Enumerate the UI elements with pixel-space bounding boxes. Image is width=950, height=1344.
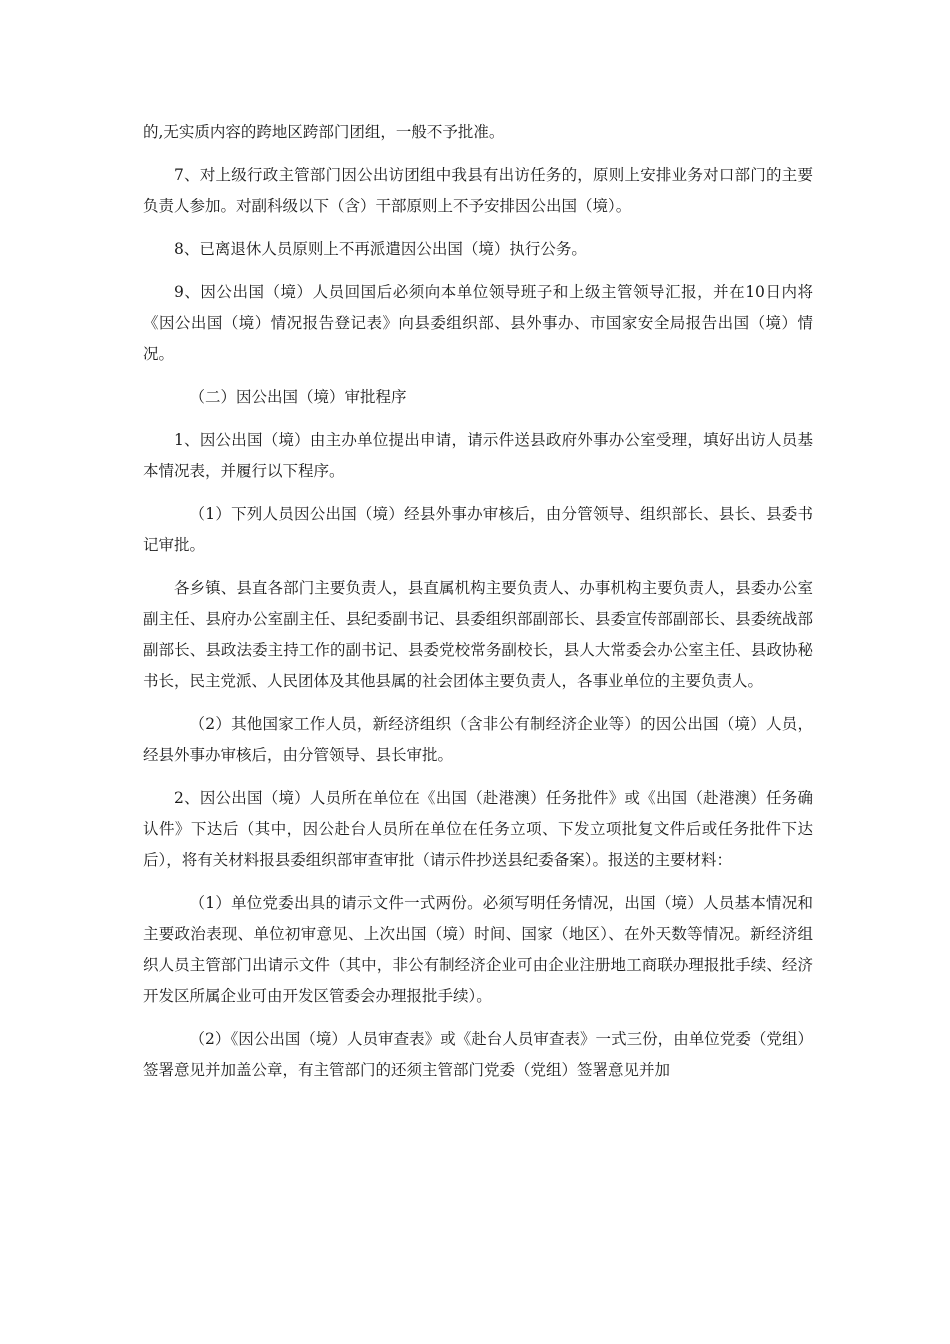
paragraph-continuation: 的,无实质内容的跨地区跨部门团组，一般不予批准。 xyxy=(143,123,505,141)
paragraph-procedure-2-sub-2: （2）《因公出国（境）人员审查表》或《赴台人员审查表》一式三份，由单位党委（党组）签署意见并加盖公章，有主管部门的还须主管部门党委（党组）签署意见并加 xyxy=(143,1030,813,1079)
section-heading-approval-procedure: （二）因公出国（境）审批程序 xyxy=(189,388,407,406)
paragraph-procedure-1-sub-1: （1）下列人员因公出国（境）经县外事办审核后，由分管领导、组织部长、县长、县委书记审批。 xyxy=(143,505,813,554)
paragraph-procedure-1: 1、因公出国（境）由主办单位提出申请，请示件送县政府外事办公室受理，填好出访人员基本情况表，并履行以下程序。 xyxy=(143,431,813,480)
paragraph-procedure-2-sub-1: （1）单位党委出具的请示文件一式两份。必须写明任务情况，出国（境）人员基本情况和主要政治表现、单位初审意见、上次出国（境）时间、国家（地区）、在外天数等情况。新经济组织人员主管部门出请示文件（其中，非公有制经济企业可由企业注册地工商联办理报批手续、经济开发区所属企业可由开发区管委会办理报批手续）。 xyxy=(143,894,813,1005)
paragraph-item-9: 9、因公出国（境）人员回国后必须向本单位领导班子和上级主管领导汇报，并在10日内将《因公出国（境）情况报告登记表》向县委组织部、县外事办、市国家安全局报告出国（境）情况。 xyxy=(143,283,813,363)
paragraph-item-7: 7、对上级行政主管部门因公出访团组中我县有出访任务的，原则上安排业务对口部门的主要负责人参加。对副科级以下（含）干部原则上不予安排因公出国（境）。 xyxy=(143,166,813,215)
paragraph-procedure-2: 2、因公出国（境）人员所在单位在《出国（赴港澳）任务批件》或《出国（赴港澳）任务确认件》下达后（其中，因公赴台人员所在单位在任务立项、下发立项批复文件后或任务批件下达后），将有关材料报县委组织部审查审批（请示件抄送县纪委备案）。报送的主要材料： xyxy=(143,789,813,869)
paragraph-procedure-1-sub-2: （2）其他国家工作人员，新经济组织（含非公有制经济企业等）的因公出国（境）人员，经县外事办审核后，由分管领导、县长审批。 xyxy=(143,715,813,764)
paragraph-personnel-list: 各乡镇、县直各部门主要负责人，县直属机构主要负责人、办事机构主要负责人，县委办公室副主任、县府办公室副主任、县纪委副书记、县委组织部副部长、县委宣传部副部长、县委统战部副部长、县政法委主持工作的副书记、县委党校常务副校长，县人大常委会办公室主任、县政协秘书长，民主党派、人民团体及其他县属的社会团体主要负责人，各事业单位的主要负责人。 xyxy=(143,579,813,690)
paragraph-item-8: 8、已离退休人员原则上不再派遣因公出国（境）执行公务。 xyxy=(174,240,587,258)
document-body xyxy=(143,117,813,1098)
